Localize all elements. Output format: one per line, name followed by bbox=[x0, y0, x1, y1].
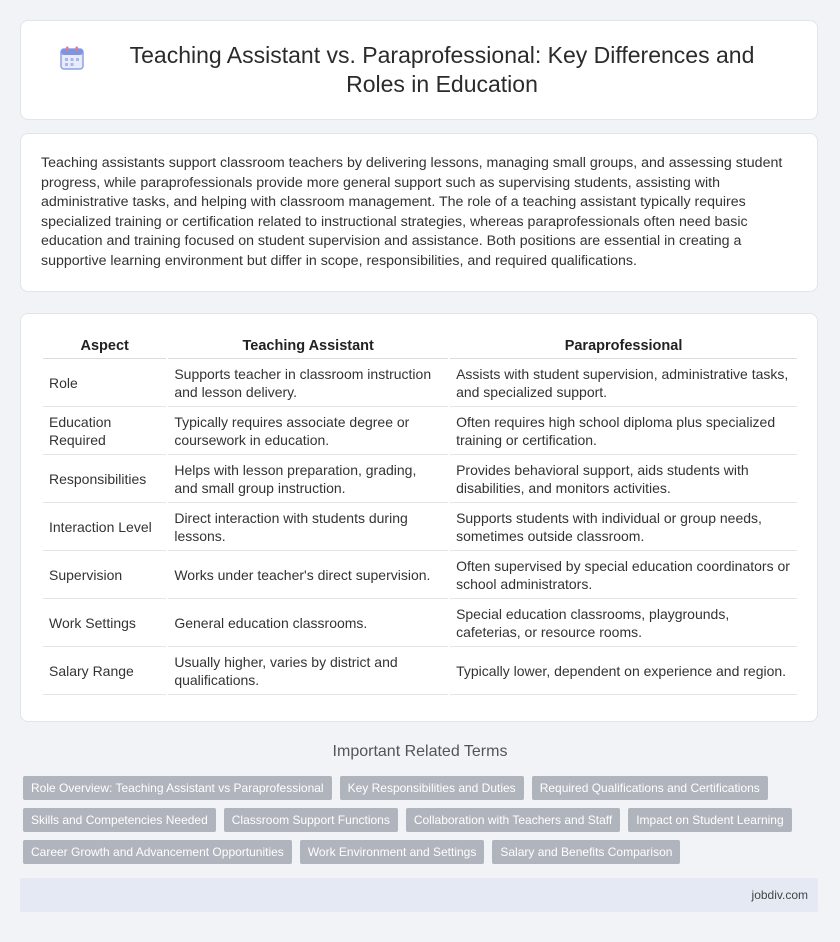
row-teaching-assistant: Usually higher, varies by district and qualifications. bbox=[168, 647, 448, 695]
column-header-teaching-assistant: Teaching Assistant bbox=[168, 334, 448, 359]
comparison-card bbox=[20, 313, 818, 722]
table-row bbox=[43, 551, 797, 599]
related-term-chip[interactable]: Key Responsibilities and Duties bbox=[340, 776, 524, 800]
header-inner bbox=[59, 41, 779, 99]
row-aspect: Supervision bbox=[43, 551, 166, 599]
related-terms-title: Important Related Terms bbox=[332, 743, 508, 760]
related-term-chip[interactable]: Impact on Student Learning bbox=[628, 808, 791, 832]
related-term-chip[interactable]: Classroom Support Functions bbox=[224, 808, 398, 832]
related-term-chip[interactable]: Career Growth and Advancement Opportunities bbox=[23, 840, 292, 864]
comparison-table bbox=[41, 334, 799, 695]
related-term-chip[interactable]: Salary and Benefits Comparison bbox=[492, 840, 680, 864]
footer bbox=[20, 878, 818, 912]
intro-card bbox=[20, 133, 818, 292]
table-row bbox=[43, 599, 797, 647]
page-title: Teaching Assistant vs. Paraprofessional: Key Differences and Roles in Education bbox=[129, 42, 755, 97]
footer-site-link[interactable]: jobdiv.com bbox=[751, 888, 808, 902]
related-term-chip[interactable]: Skills and Competencies Needed bbox=[23, 808, 216, 832]
row-teaching-assistant: General education classrooms. bbox=[168, 599, 448, 647]
row-teaching-assistant: Typically requires associate degree or coursework in education. bbox=[168, 407, 448, 455]
related-term-chip[interactable]: Work Environment and Settings bbox=[300, 840, 485, 864]
table-header-row bbox=[43, 334, 797, 359]
column-header-paraprofessional: Paraprofessional bbox=[450, 334, 797, 359]
table-row bbox=[43, 407, 797, 455]
column-header-aspect: Aspect bbox=[43, 334, 166, 359]
row-teaching-assistant: Supports teacher in classroom instruction and lesson delivery. bbox=[168, 359, 448, 407]
row-paraprofessional: Assists with student supervision, administrative tasks, and specialized support. bbox=[450, 359, 797, 407]
row-teaching-assistant: Works under teacher's direct supervision. bbox=[168, 551, 448, 599]
row-aspect: Responsibilities bbox=[43, 455, 166, 503]
row-paraprofessional: Provides behavioral support, aids students with disabilities, and monitors activities. bbox=[450, 455, 797, 503]
intro-text: Teaching assistants support classroom teachers by delivering lessons, managing small groups, and assessing student progress, while paraprofessionals provide more general support such as supervising students, assisting with administrative tasks, and helping with classroom management. The role of a teaching assistant typically requires specialized training or certification related to instructional strategies, whereas paraprofessionals often need basic education and training focused on student supervision and assistance. Both positions are essential in creating a supportive learning environment but differ in scope, responsibilities, and required qualifications. bbox=[41, 155, 783, 269]
row-paraprofessional: Often requires high school diploma plus specialized training or certification. bbox=[450, 407, 797, 455]
row-teaching-assistant: Helps with lesson preparation, grading, and small group instruction. bbox=[168, 455, 448, 503]
row-paraprofessional: Typically lower, dependent on experience and region. bbox=[450, 647, 797, 695]
row-aspect: Salary Range bbox=[43, 647, 166, 695]
row-teaching-assistant: Direct interaction with students during lessons. bbox=[168, 503, 448, 551]
row-paraprofessional: Often supervised by special education coordinators or school administrators. bbox=[450, 551, 797, 599]
row-aspect: Role bbox=[43, 359, 166, 407]
table-row bbox=[43, 455, 797, 503]
row-aspect: Education Required bbox=[43, 407, 166, 455]
related-term-chip[interactable]: Required Qualifications and Certifications bbox=[532, 776, 768, 800]
related-term-chip[interactable]: Collaboration with Teachers and Staff bbox=[406, 808, 620, 832]
related-term-chip[interactable]: Role Overview: Teaching Assistant vs Paraprofessional bbox=[23, 776, 332, 800]
header-card bbox=[20, 20, 818, 120]
table-row bbox=[43, 359, 797, 407]
calendar-icon bbox=[59, 45, 85, 71]
table-row bbox=[43, 647, 797, 695]
table-row bbox=[43, 503, 797, 551]
row-paraprofessional: Special education classrooms, playgrounds, cafeterias, or resource rooms. bbox=[450, 599, 797, 647]
row-paraprofessional: Supports students with individual or group needs, sometimes outside classroom. bbox=[450, 503, 797, 551]
row-aspect: Work Settings bbox=[43, 599, 166, 647]
row-aspect: Interaction Level bbox=[43, 503, 166, 551]
related-terms-list bbox=[23, 776, 803, 872]
